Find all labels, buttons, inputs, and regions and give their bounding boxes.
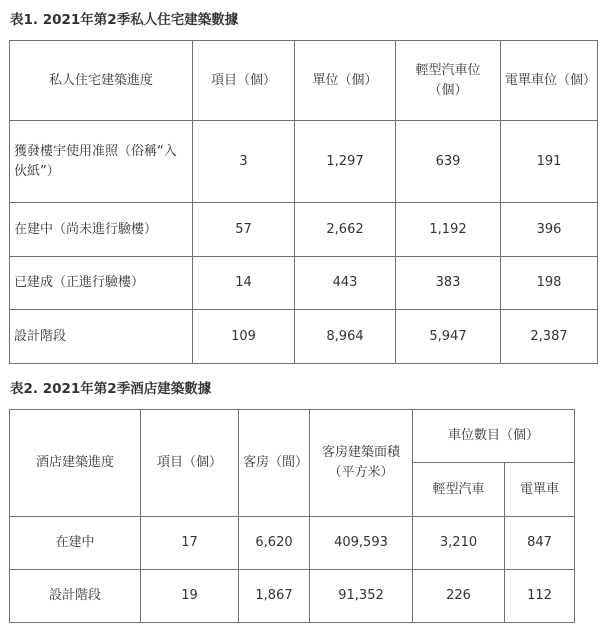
row-label: 在建中（尚未進行驗樓） — [10, 203, 193, 257]
cell-value: 198 — [501, 257, 598, 310]
cell-value: 19 — [141, 570, 239, 623]
table-row — [10, 203, 598, 257]
table-row — [10, 570, 575, 623]
cell-value: 396 — [501, 203, 598, 257]
table-header-row — [10, 410, 575, 463]
cell-value: 191 — [501, 121, 598, 203]
row-label: 設計階段 — [10, 310, 193, 364]
table-header-row — [10, 41, 598, 121]
cell-value: 443 — [295, 257, 396, 310]
cell-value: 109 — [193, 310, 295, 364]
cell-value: 5,947 — [396, 310, 501, 364]
table-row — [10, 121, 598, 203]
cell-value: 8,964 — [295, 310, 396, 364]
column-header-rooms: 客房（間） — [239, 410, 310, 517]
column-header-projects: 項目（個） — [141, 410, 239, 517]
table-row — [10, 257, 598, 310]
hotel-construction-table — [9, 409, 575, 623]
table-row — [10, 310, 598, 364]
column-header-progress: 酒店建築進度 — [10, 410, 141, 517]
private-housing-table — [9, 40, 598, 364]
cell-value: 17 — [141, 517, 239, 570]
cell-value: 226 — [413, 570, 505, 623]
column-header-motorcycle: 電單車 — [505, 463, 575, 517]
cell-value: 847 — [505, 517, 575, 570]
column-header-parking: 車位數目（個） — [413, 410, 575, 463]
column-header-units: 單位（個） — [295, 41, 396, 121]
cell-value: 6,620 — [239, 517, 310, 570]
cell-value: 639 — [396, 121, 501, 203]
cell-value: 2,662 — [295, 203, 396, 257]
cell-value: 2,387 — [501, 310, 598, 364]
cell-value: 1,297 — [295, 121, 396, 203]
column-header-motorcycle-spaces: 電單車位（個） — [501, 41, 598, 121]
row-label: 在建中 — [10, 517, 141, 570]
cell-value: 3,210 — [413, 517, 505, 570]
cell-value: 91,352 — [310, 570, 413, 623]
cell-value: 409,593 — [310, 517, 413, 570]
cell-value: 1,192 — [396, 203, 501, 257]
column-header-floor-area: 客房建築面積（平方米） — [310, 410, 413, 517]
table1-title: 表1. 2021年第2季私人住宅建築數據 — [10, 12, 239, 28]
cell-value: 1,867 — [239, 570, 310, 623]
column-header-car-spaces: 輕型汽車位（個） — [396, 41, 501, 121]
table-row — [10, 517, 575, 570]
row-label: 獲發樓宇使用准照（俗稱“入伙紙”） — [10, 121, 193, 203]
cell-value: 57 — [193, 203, 295, 257]
row-label: 設計階段 — [10, 570, 141, 623]
cell-value: 383 — [396, 257, 501, 310]
cell-value: 14 — [193, 257, 295, 310]
cell-value: 3 — [193, 121, 295, 203]
cell-value: 112 — [505, 570, 575, 623]
column-header-progress: 私人住宅建築進度 — [10, 41, 193, 121]
row-label: 已建成（正進行驗樓） — [10, 257, 193, 310]
column-header-light-vehicle: 輕型汽車 — [413, 463, 505, 517]
column-header-projects: 項目（個） — [193, 41, 295, 121]
table2-title: 表2. 2021年第2季酒店建築數據 — [10, 381, 212, 397]
